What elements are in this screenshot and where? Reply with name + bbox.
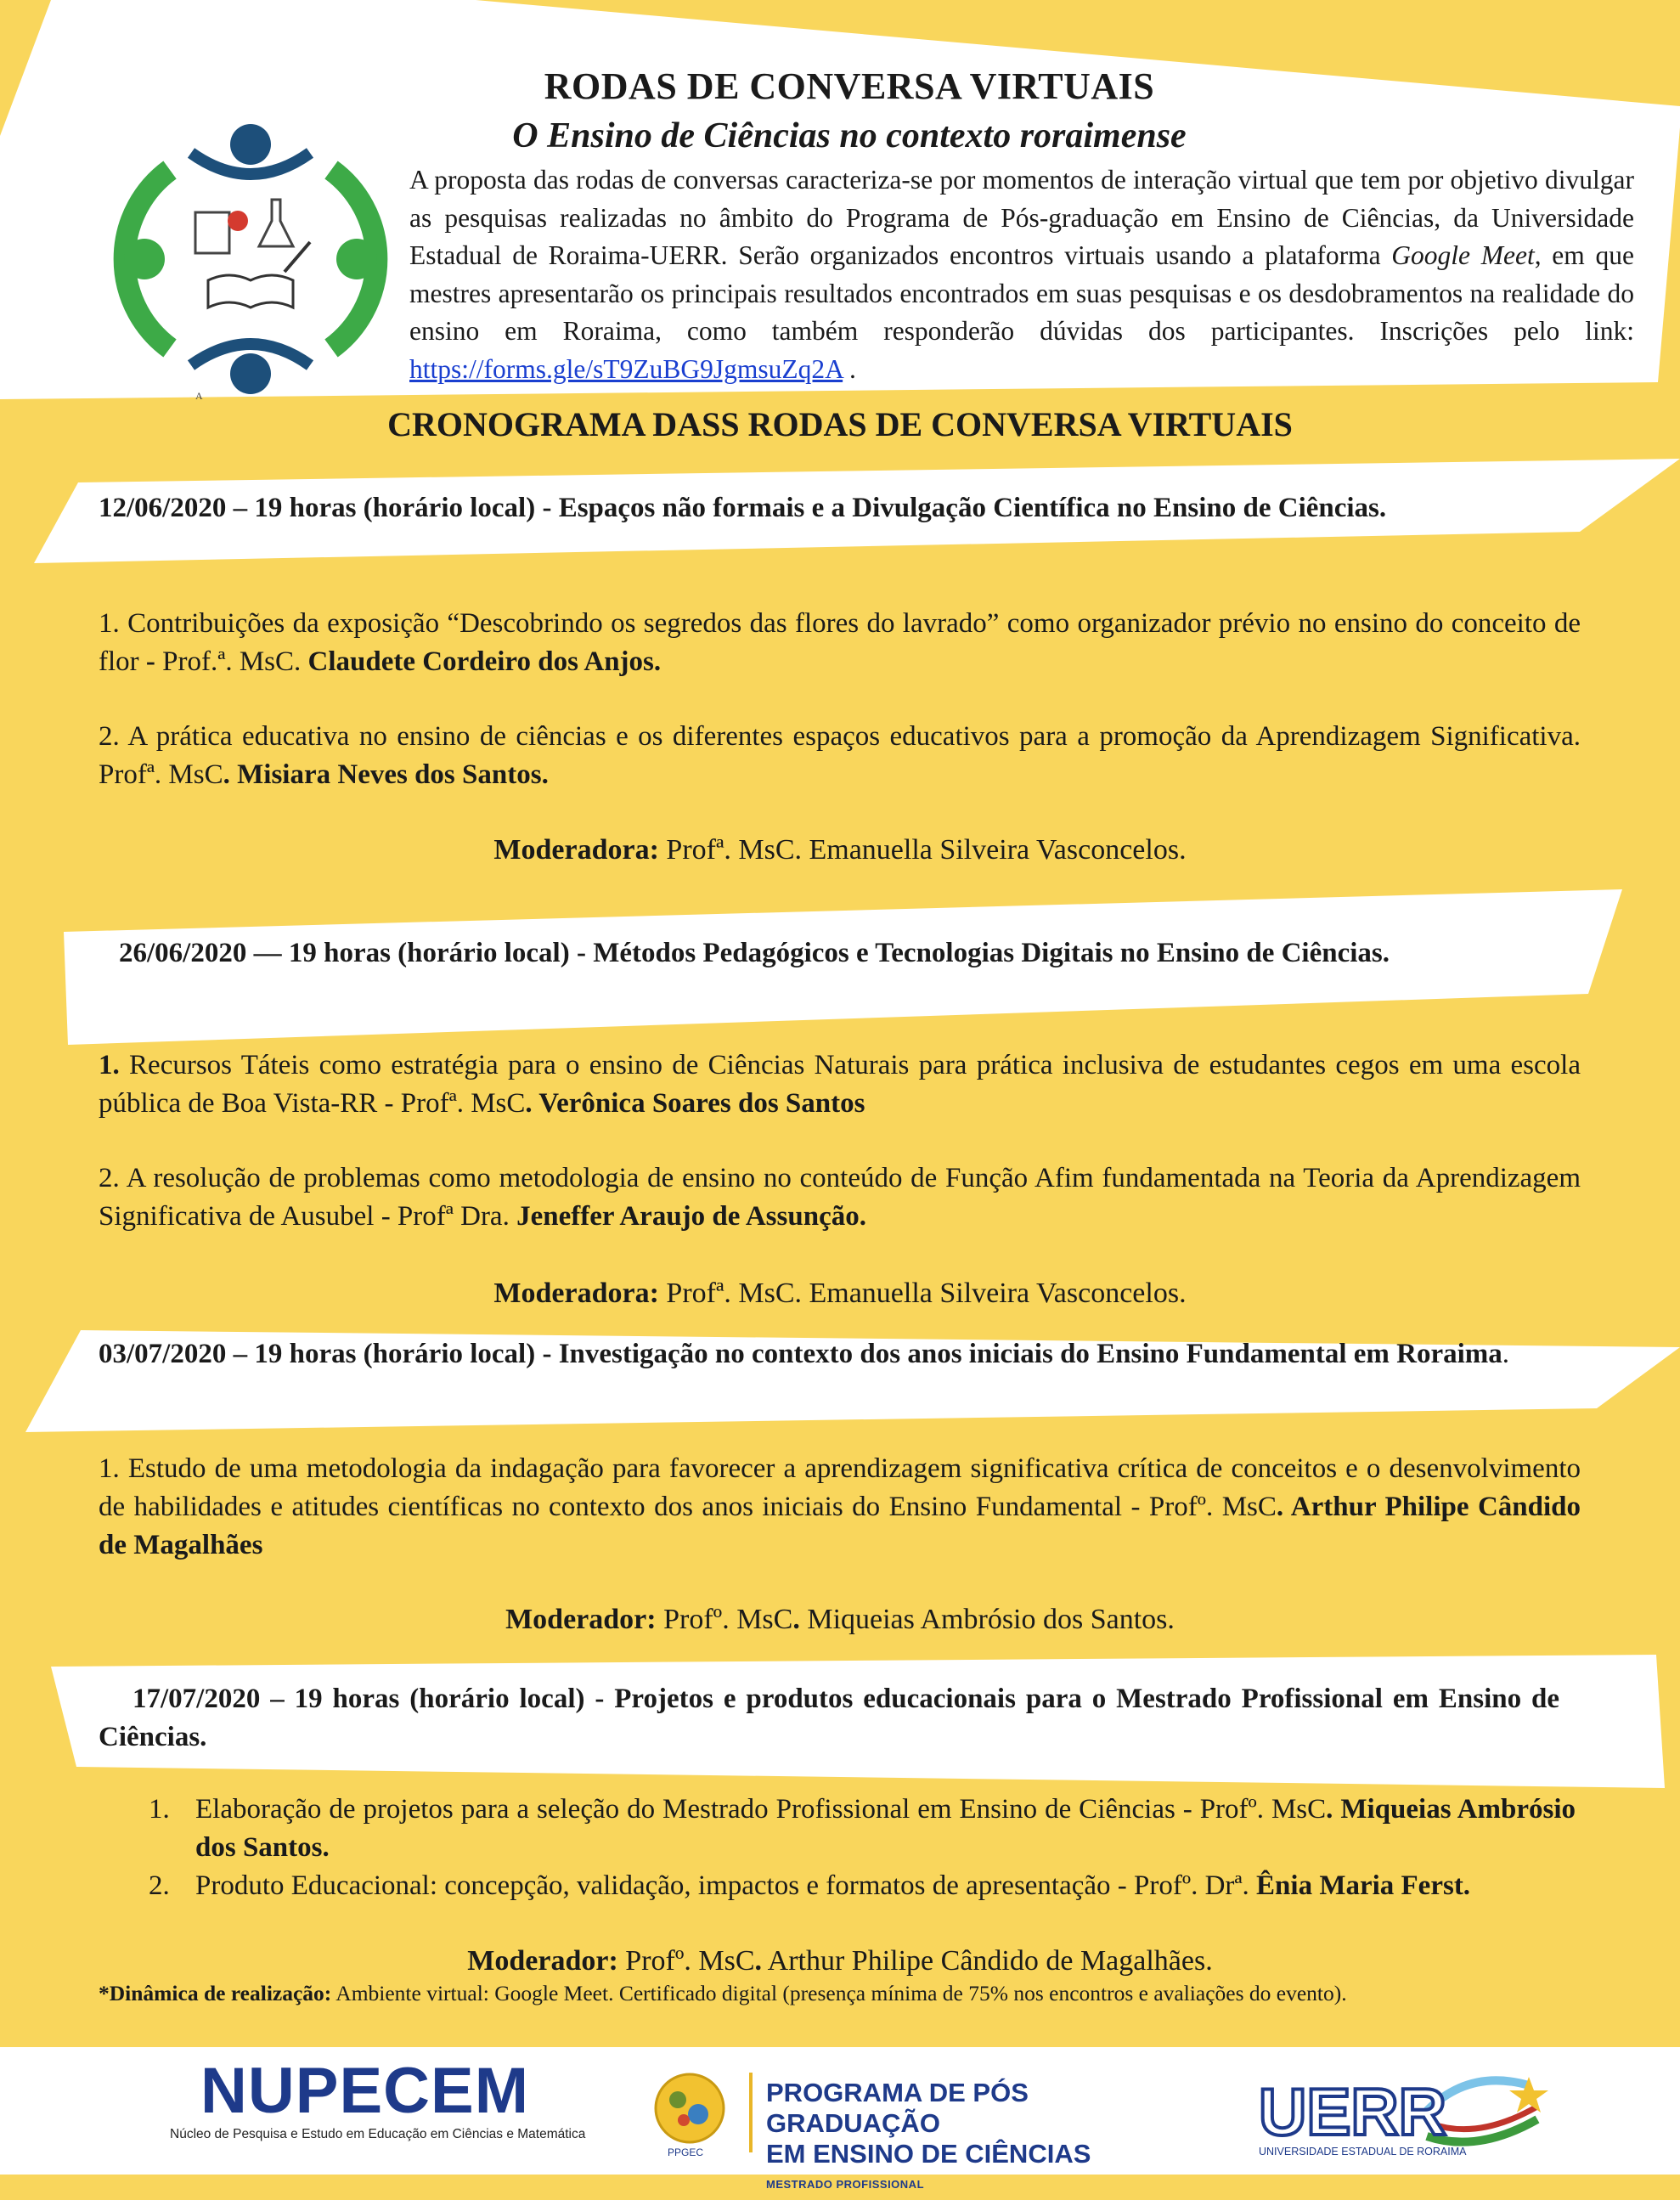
session-3-moderator: Moderador: Profº. MsC. Miqueias Ambrósio dos Santos. — [505, 1604, 1175, 1635]
logo-person-right — [336, 239, 377, 279]
session-2-heading: 26/06/2020 — 19 horas (horário local) - Métodos Pedagógicos e Tecnologias Digitais no Ensino de Ciências. — [119, 938, 1390, 968]
ppgec-logo — [605, 2049, 1138, 2191]
session-2-item-2: 2. A resolução de problemas como metodologia de ensino no conteúdo de Função Afim fundamentada na Teoria da Aprendizagem Significativa de Ausubel - Profª Dra. Jeneffer Araujo de Assunção. — [99, 1163, 1581, 1232]
session-3-item-1: 1. Estudo de uma metodologia da indagação para favorecer a aprendizagem significativa crítica de conceitos e o desenvolvimento de habilidades e atitudes científicas no contexto dos anos iniciais do Ensino Fundamental - Profº. MsC. Arthur Philipe Cândido de Magalhães — [99, 1453, 1581, 1560]
session-4-item-1-number: 1. — [149, 1794, 170, 1825]
speaker-name: . Arthur Philipe Cândido de Magalhães — [99, 1492, 1581, 1560]
page-title: RODAS DE CONVERSA VIRTUAIS — [544, 65, 1155, 107]
session-1-item-1: 1. Contribuições da exposição “Descobrindo os segredos das flores do lavrado” como organizador prévio no ensino do conceito de flor - Prof.ª. MsC. Claudete Cordeiro dos Anjos. — [99, 608, 1581, 677]
event-note: *Dinâmica de realização: Ambiente virtual: Google Meet. Certificado digital (presença mínima de 75% nos encontros e avaliações do evento). — [99, 1981, 1347, 2005]
speaker-name: Claudete Cordeiro dos Anjos. — [307, 646, 662, 677]
ppgec-line1: PROGRAMA DE PÓS GRADUAÇÃO — [766, 2078, 1029, 2138]
speaker-name: . Verônica Soares dos Santos — [525, 1088, 865, 1119]
schedule-title: CRONOGRAMA DASS RODAS DE CONVERSA VIRTUAIS — [387, 405, 1293, 443]
session-1-item-2: 2. A prática educativa no ensino de ciências e os diferentes espaços educativos para a promoção da Aprendizagem Significativa. Profª. MsC. Misiara Neves dos Santos. — [99, 721, 1581, 790]
speaker-name: . Misiara Neves dos Santos. — [223, 759, 549, 790]
session-1-heading: 12/06/2020 – 19 horas (horário local) - Espaços não formais e a Divulgação Científica no Ensino de Ciências. — [99, 493, 1387, 523]
session-4-heading-band — [0, 1648, 1680, 1792]
ppgec-badge-icon — [646, 2067, 739, 2161]
session-1-moderator: Moderadora: Profª. MsC. Emanuella Silveira Vasconcelos. — [493, 834, 1187, 866]
ppgec-line2: EM ENSINO DE CIÊNCIAS — [766, 2139, 1091, 2169]
session-3-heading-band — [0, 1323, 1680, 1434]
speech-bubble-icon — [228, 211, 248, 231]
session-3-heading: 03/07/2020 – 19 horas (horário local) - Investigação no contexto dos anos iniciais do Ensino Fundamental em Roraima. — [99, 1339, 1510, 1369]
uerr-subtitle: UNIVERSIDADE ESTADUAL DE RORAIMA — [1259, 2146, 1467, 2158]
logo-person-left — [124, 239, 165, 279]
google-meet-text: Google Meet — [1391, 240, 1535, 270]
session-2-item-1: 1. Recursos Táteis como estratégia para o ensino de Ciências Naturais para prática inclusiva de estudantes cegos em uma escola pública de Boa Vista-RR - Profª. MsC. Verônica Soares dos Santos — [99, 1050, 1581, 1119]
nupecem-logo: NUPECEM Núcleo de Pesquisa e Estudo em Educação em Ciências e Matemática — [170, 2055, 586, 2141]
rodas-logo — [110, 119, 391, 399]
svg-text:PPGEC: PPGEC — [668, 2146, 704, 2158]
flask-icon — [259, 200, 293, 246]
registration-link[interactable]: https://forms.gle/sT9ZuBG9JgmsuZq2A — [409, 353, 843, 384]
ppgec-line3: MESTRADO PROFISSIONAL — [766, 2178, 925, 2191]
session-4-item-1: Elaboração de projetos para a seleção do Mestrado Profissional em Ensino de Ciências - Profº. MsC. Miqueias Ambrósio dos Santos. — [195, 1794, 1576, 1863]
session-4-heading: 17/07/2020 – 19 horas (horário local) - Projetos e produtos educacionais para o Mestrado Profissional em Ensino de Ciências. — [99, 1684, 1559, 1752]
speaker-name: Ênia Maria Ferst. — [1256, 1870, 1471, 1901]
clipboard-icon — [195, 212, 229, 253]
speaker-name: . Miqueias Ambrósio dos Santos. — [195, 1794, 1576, 1863]
intro-paragraph: A proposta das rodas de conversas caracteriza-se por momentos de interação virtual que tem por objetivo divulgar as pesquisas realizadas no âmbito do Programa de Pós-graduação em Ensino de Ciências, da Universidade Estadual de Roraima-UERR. Serão organizados encontros virtuais usando a plataforma Google Meet, em que mestres apresentarão os principais resultados encontrados em suas pesquisas e os desdobramentos na realidade do ensino em Roraima, como também responderão dúvidas dos participantes. Inscrições pelo link: https://forms.gle/sT9ZuBG9JgmsuZq2A . — [409, 165, 1635, 384]
book-icon — [208, 275, 293, 307]
logo-person-bottom — [230, 353, 271, 394]
logo-mark: A — [195, 390, 203, 399]
session-4-moderator: Moderador: Profº. MsC. Arthur Philipe Cândido de Magalhães. — [467, 1945, 1213, 1977]
session-2-heading-band — [0, 888, 1680, 1049]
session-4-item-2-number: 2. — [149, 1870, 170, 1901]
session-2-moderator: Moderadora: Profª. MsC. Emanuella Silveira Vasconcelos. — [493, 1278, 1187, 1309]
session-4-item-2: Produto Educacional: concepção, validação, impactos e formatos de apresentação - Profº. Drª. Ênia Maria Ferst. — [195, 1870, 1471, 1901]
uerr-logo — [1257, 2060, 1563, 2162]
uerr-wordmark: UERR — [1259, 2074, 1447, 2149]
session-1-heading-band — [0, 457, 1680, 566]
page-subtitle: O Ensino de Ciências no contexto roraimense — [512, 116, 1187, 155]
logo-person-top — [230, 124, 271, 165]
speaker-name: Jeneffer Araujo de Assunção. — [516, 1201, 866, 1232]
